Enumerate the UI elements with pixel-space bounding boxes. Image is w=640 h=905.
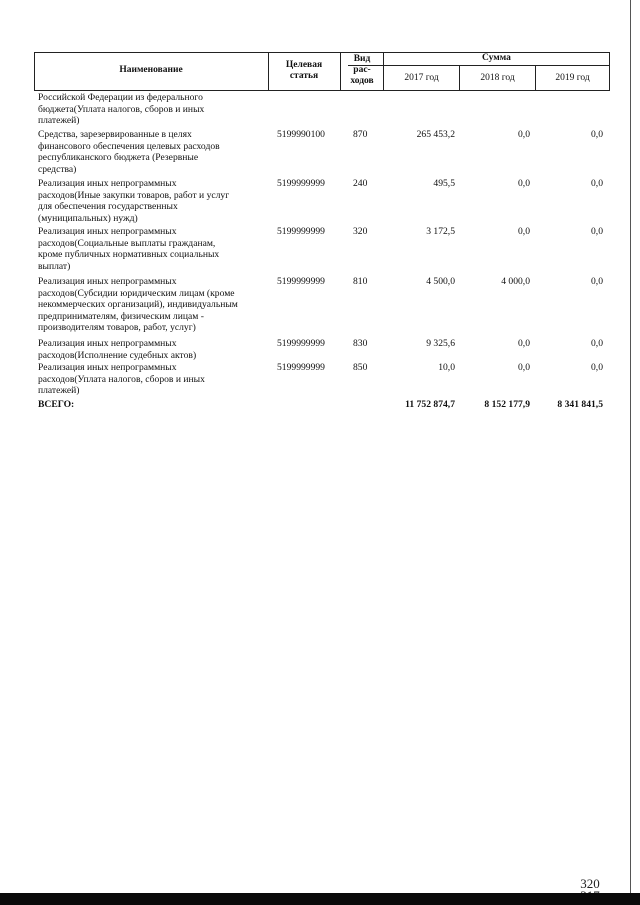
row-vid: 240	[353, 178, 368, 189]
row-vid: 830	[353, 338, 368, 349]
row-name: Реализация иных непрограммных расходов(Уплата налогов, сборов и иных платежей)	[38, 362, 205, 396]
row-name: Реализация иных непрограммных расходов(Субсидии юридическим лицам (кроме некоммерческих организаций), индивидуальным предпринимателям, физическим лицам - производителям товаров, работ, услуг)	[38, 276, 238, 333]
header-sum: Сумма	[482, 53, 511, 63]
row-name: Реализация иных непрограммных расходов(Исполнение судебных актов)	[38, 338, 197, 361]
row-2019: 0,0	[591, 338, 603, 349]
row-code: 5199999999	[277, 362, 325, 373]
row-code: 5199999999	[277, 338, 325, 349]
row-2018: 0,0	[518, 362, 530, 373]
header-year-2017: 2017 год	[404, 73, 439, 83]
total-2017: 11 752 874,7	[405, 399, 455, 410]
row-2018: 0,0	[518, 129, 530, 140]
header-code: Целевая статья	[285, 60, 323, 81]
row-2019: 0,0	[591, 226, 603, 237]
row-2019: 0,0	[591, 129, 603, 140]
row-2017: 3 172,5	[426, 226, 455, 237]
total-2018: 8 152 177,9	[484, 399, 530, 410]
row-vid: 850	[353, 362, 368, 373]
row-2018: 4 000,0	[501, 276, 530, 287]
row-vid: 320	[353, 226, 368, 237]
row-vid: 810	[353, 276, 368, 287]
row-vid: 870	[353, 129, 368, 140]
table-header	[34, 52, 610, 90]
row-name: Реализация иных непрограммных расходов(Социальные выплаты гражданам, кроме публичных нормативных социальных выплат)	[38, 226, 220, 272]
header-vid: Вид рас- ходов	[350, 54, 374, 86]
row-name: Реализация иных непрограммных расходов(Иные закупки товаров, работ и услуг для обеспечения государственных (муниципальных) нужд)	[38, 178, 230, 224]
total-2019: 8 341 841,5	[557, 399, 603, 410]
row-2018: 0,0	[518, 178, 530, 189]
header-name: Наименование	[119, 65, 183, 75]
row-code: 5199990100	[277, 129, 325, 140]
header-year-2019: 2019 год	[555, 73, 590, 83]
row-name: Средства, зарезервированные в целях финансового обеспечения целевых расходов республиканского бюджета (Резервные средства)	[38, 129, 220, 175]
scan-bottom-bar	[0, 893, 640, 905]
row-2017: 495,5	[433, 178, 455, 189]
row-code: 5199999999	[277, 226, 325, 237]
row-2019: 0,0	[591, 362, 603, 373]
row-name: Российской Федерации из федерального бюджета(Уплата налогов, сборов и иных платежей)	[38, 92, 205, 126]
row-2019: 0,0	[591, 276, 603, 287]
row-2017: 9 325,6	[426, 338, 455, 349]
header-year-2018: 2018 год	[480, 73, 515, 83]
row-2019: 0,0	[591, 178, 603, 189]
row-2017: 10,0	[438, 362, 455, 373]
row-code: 5199999999	[277, 178, 325, 189]
total-label: ВСЕГО:	[38, 399, 75, 410]
row-2017: 4 500,0	[426, 276, 455, 287]
row-2018: 0,0	[518, 338, 530, 349]
row-2017: 265 453,2	[416, 129, 455, 140]
row-code: 5199999999	[277, 276, 325, 287]
row-2018: 0,0	[518, 226, 530, 237]
scan-edge-line	[630, 0, 631, 893]
page-number-current: 320	[580, 876, 600, 891]
